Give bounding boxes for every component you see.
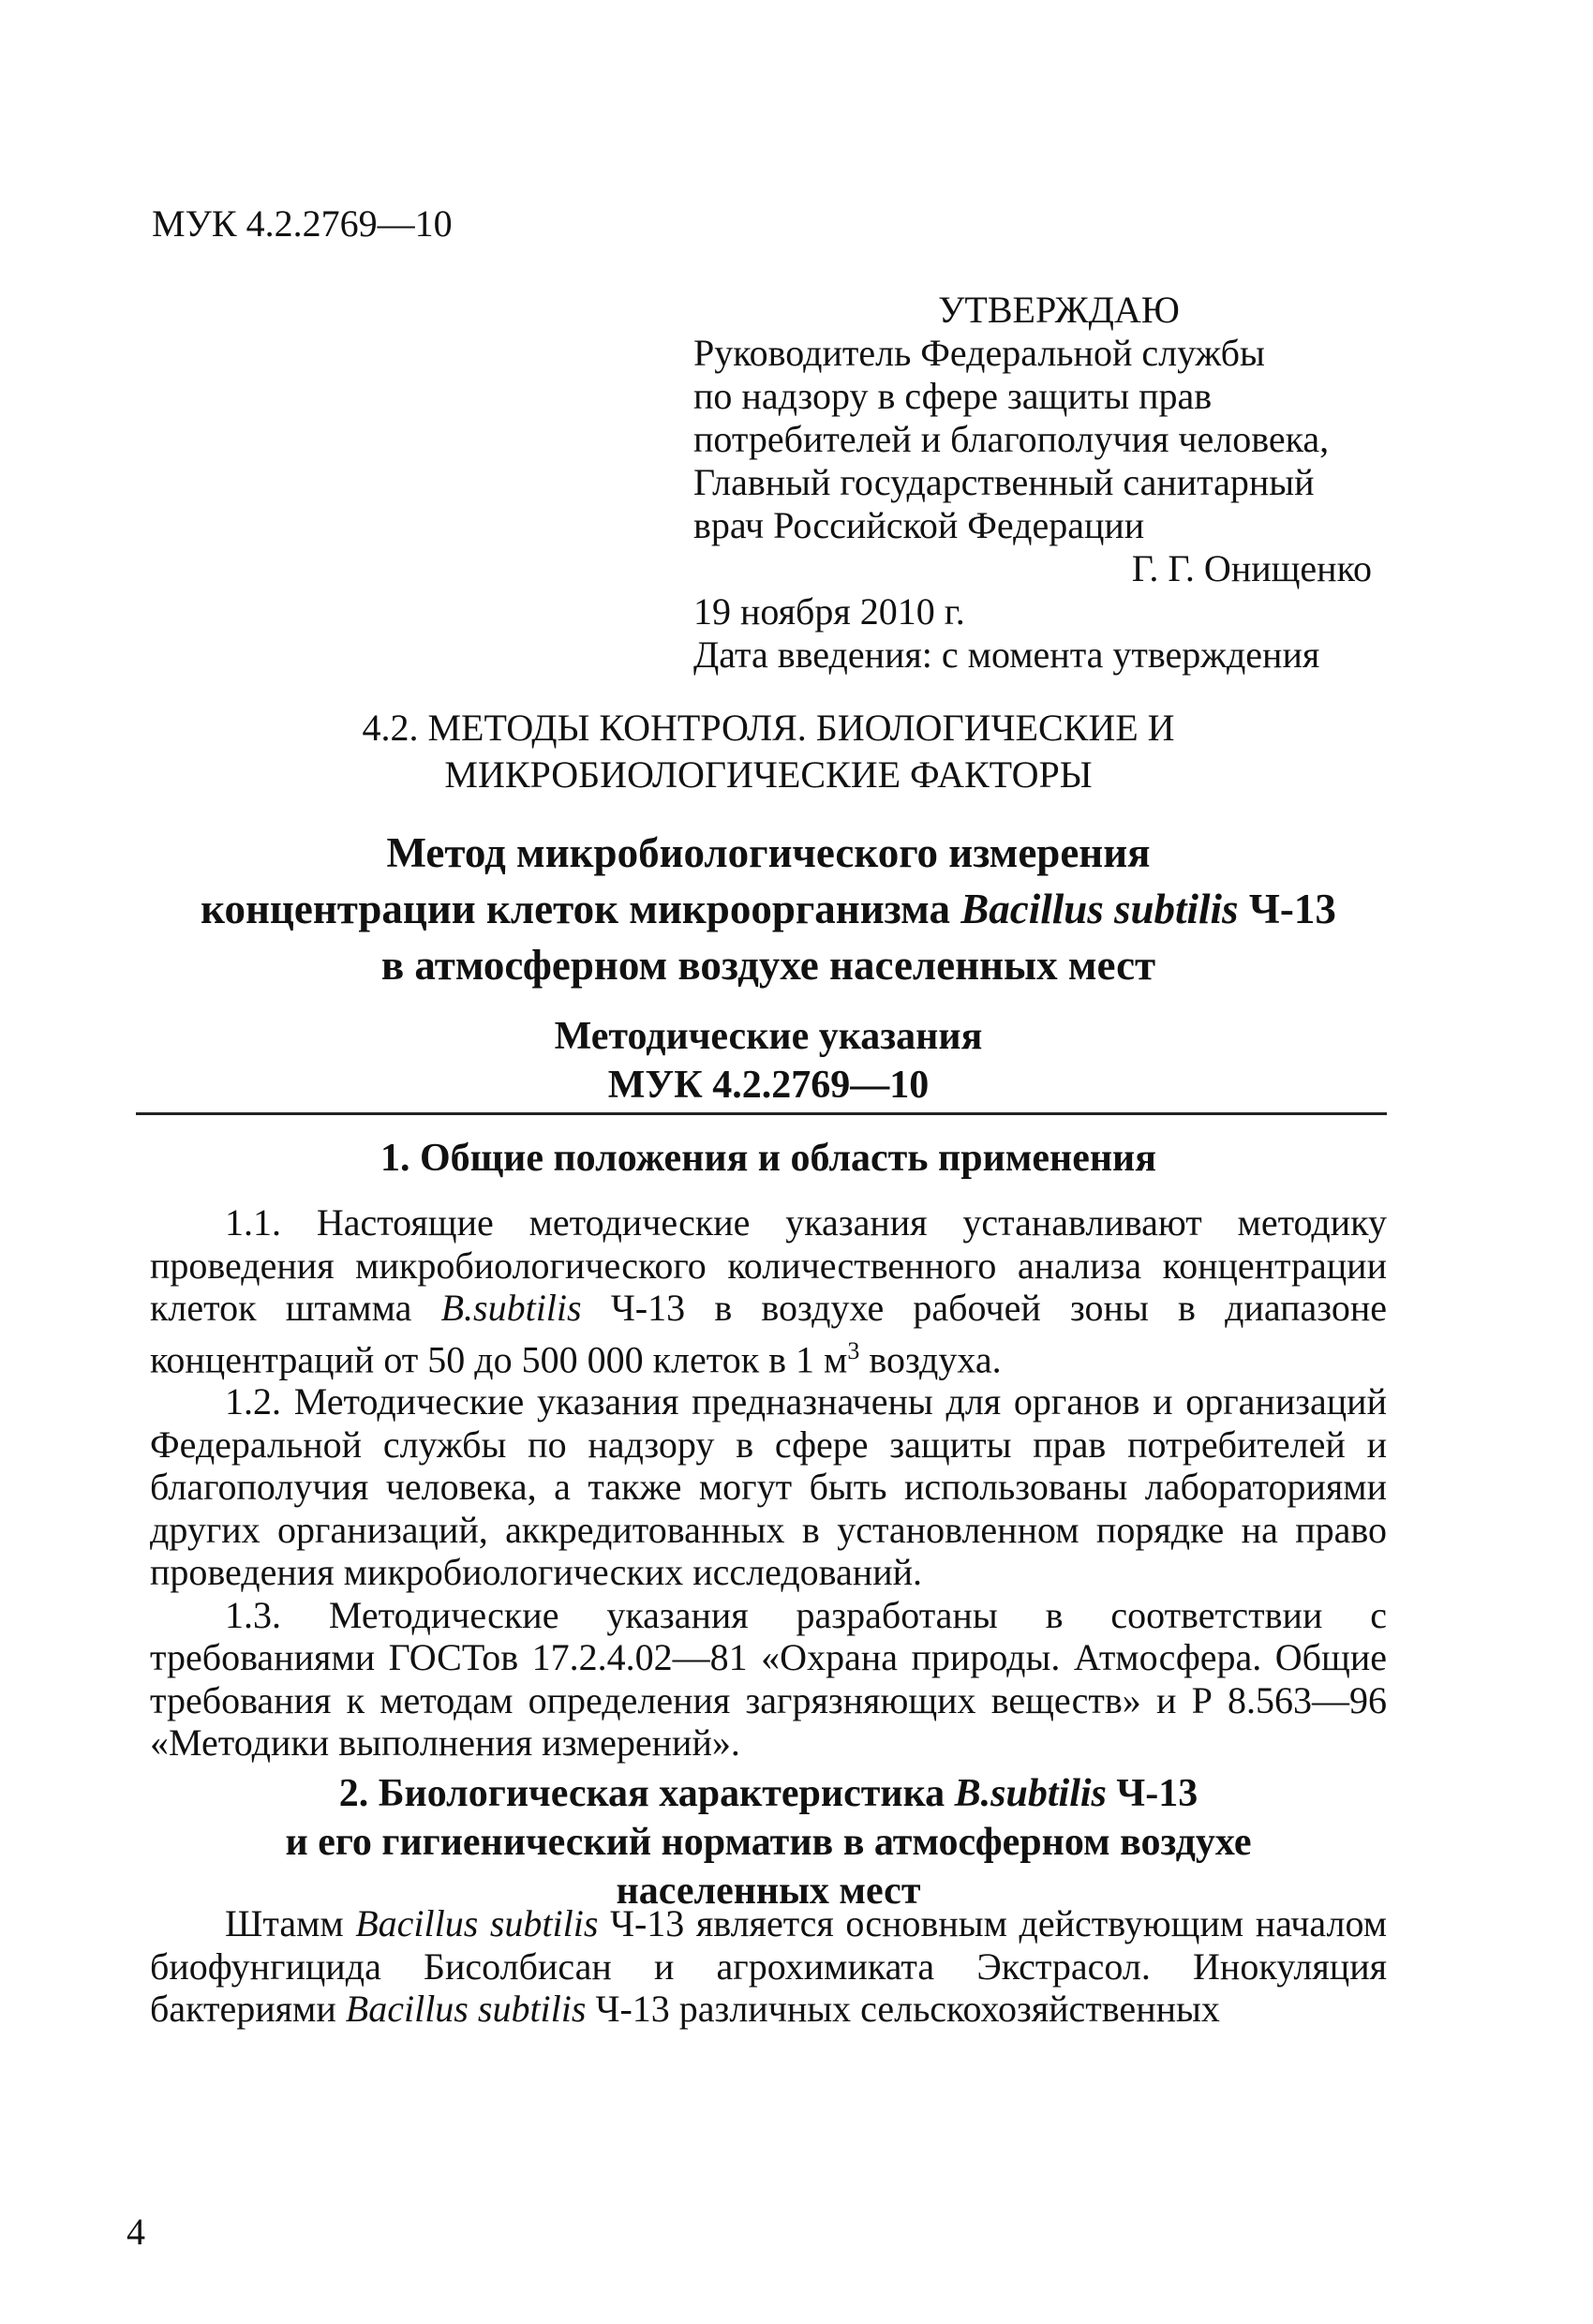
- approval-line: по надзору в сфере защиты прав: [693, 375, 1213, 417]
- species-name: B.subtilis: [440, 1287, 582, 1329]
- guidelines-code: МУК 4.2.2769—10: [607, 1064, 930, 1107]
- heading-line: населенных мест: [616, 1870, 921, 1913]
- document-title: [152, 825, 1385, 993]
- section-heading-line: 4.2. МЕТОДЫ КОНТРОЛЯ. БИОЛОГИЧЕСКИЕ И: [362, 707, 1175, 749]
- approval-title: УТВЕРЖДАЮ: [938, 289, 1180, 331]
- paragraph-2-1: Штамм Bacillus subtilis Ч-13 является основным действующим началом биофунгицида Бисолбисан и агрохимиката Экстрасол. Инокуляция бактериями Bacillus subtilis Ч-13 различных сельскохозяйственных: [150, 1902, 1388, 2030]
- title-line: в атмосферном воздухе населенных мест: [380, 942, 1156, 989]
- heading-general-provisions: 1. Общие положения и область применения: [380, 1137, 1156, 1180]
- heading-line: 2. Биологическая характеристика B.subtilis Ч-13: [338, 1772, 1198, 1815]
- heading-biological-characteristics: [152, 1769, 1385, 1915]
- guidelines-heading: [152, 1012, 1385, 1110]
- approval-effective-date: Дата введения: с момента утверждения: [693, 633, 1320, 676]
- title-line: Метод микробиологического измерения: [386, 829, 1151, 876]
- paragraph-1-1: 1.1. Настоящие методические указания устанавливают методику проведения микробиологического количественного анализа концентрации клеток штамма B.subtilis Ч-13 в воздухе рабочей зоны в диапазоне концентраций от 50 до 500 000 клеток в 1 $м^3$ воздуха.: [150, 1201, 1387, 1380]
- species-name: Bacillus subtilis: [960, 886, 1239, 932]
- section-heading-line: МИКРОБИОЛОГИЧЕСКИЕ ФАКТОРЫ: [444, 753, 1093, 796]
- paragraph-1-2: 1.2. Методические указания предназначены для органов и организаций Федеральной службы по надзору в сфере защиты прав потребителей и благополучия человека, а также могут быть использованы лабораториями других организаций, аккредитованных в установленном порядке на право проведения микробиологических исследований.: [150, 1380, 1387, 1594]
- species-name: Bacillus subtilis: [355, 1902, 599, 1944]
- divider: [136, 1112, 1387, 1115]
- document-code: МУК 4.2.2769—10: [152, 202, 453, 245]
- species-name: Bacillus subtilis: [345, 1988, 587, 2030]
- approval-line: врач Российской Федерации: [693, 504, 1145, 546]
- approval-line: Главный государственный санитарный: [693, 461, 1315, 503]
- section-2-text: [150, 1902, 1387, 2031]
- paragraph-1-3: 1.3. Методические указания разработаны в соответствии с требованиями ГОСТов 17.2.4.02—81 «Охрана природы. Атмосфера. Общие требования к методам определения загрязняющих веществ» и Р 8.563—96 «Методики выполнения измерений».: [150, 1593, 1387, 1765]
- heading-line: и его гигиенический норматив в атмосферном воздухе: [285, 1821, 1252, 1864]
- approval-signer: Г. Г. Онищенко: [1131, 547, 1372, 589]
- section-1-text: [150, 1201, 1387, 1765]
- guidelines-label: Методические указания: [554, 1015, 983, 1058]
- page-number: 4: [127, 2211, 145, 2253]
- species-name: B.subtilis: [954, 1772, 1107, 1815]
- approval-date: 19 ноября 2010 г.: [693, 590, 965, 633]
- title-line: концентрации клеток микроорганизма Bacillus subtilis Ч-13: [201, 886, 1336, 932]
- approval-block: [693, 289, 1387, 677]
- section-heading: [152, 705, 1385, 798]
- approval-line: Руководитель Федеральной службы: [693, 332, 1265, 374]
- approval-line: потребителей и благополучия человека,: [693, 418, 1330, 460]
